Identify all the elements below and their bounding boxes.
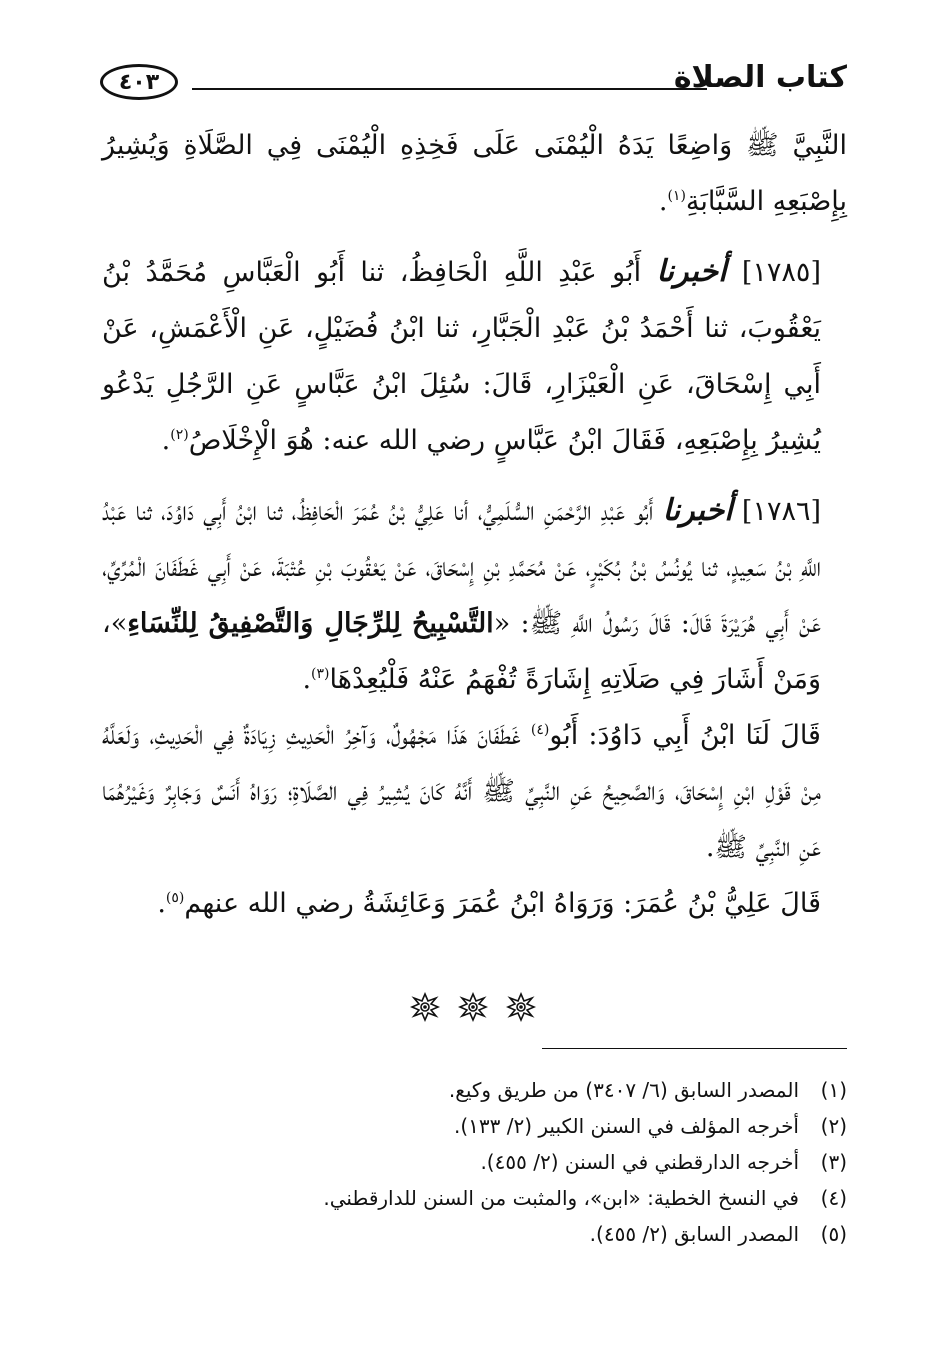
main-text [102, 118, 847, 932]
footnote-item [102, 1144, 847, 1180]
footnotes [102, 1072, 847, 1252]
flower-ornament-icon [458, 992, 488, 1022]
closing-paragraph [102, 876, 847, 932]
section-ornaments [0, 992, 945, 1022]
footnote-ref: (٢) [170, 427, 189, 443]
paragraph-text: النَّبِيَّ ﷺ وَاضِعًا يَدَهُ الْيُمْنَى عَلَى فَخِذِهِ الْيُمْنَى فِي الصَّلَاةِ وَيُشِيرُ بِإِصْبَعِهِ السَّبَّابَةِ [102, 130, 847, 217]
hadith-1786 [102, 483, 847, 708]
page-number: ٤٠٣ [100, 64, 178, 100]
running-title: كتاب الصلاة [673, 60, 847, 95]
akhbarana-label: أخبرنا [662, 493, 733, 528]
footnote-number: (٥) [820, 1222, 847, 1246]
footnote-text: أخرجه الدارقطني في السنن (٢/ ٤٥٥). [480, 1150, 799, 1174]
flower-ornament-icon [506, 992, 536, 1022]
hadith-number: [١٧٨٥] [741, 257, 821, 288]
flower-ornament-icon [410, 992, 440, 1022]
footnote-number: (٢) [820, 1114, 847, 1138]
header-rule [192, 88, 707, 90]
footnote-text: المصدر السابق (٦/ ٣٤٠٧) من طريق وكيع. [448, 1078, 799, 1102]
closing-text: قَالَ عَلِيُّ بْنُ عُمَرَ: وَرَوَاهُ ابْنُ عُمَرَ وَعَائِشَةُ رضي الله عنهم [184, 888, 821, 919]
footnote-item [102, 1216, 847, 1252]
footnote-number: (١) [820, 1078, 847, 1102]
footnote-ref: (٤) [530, 722, 550, 738]
footnote-number: (٣) [820, 1150, 847, 1174]
footnote-text: المصدر السابق (٢/ ٤٥٥). [589, 1222, 799, 1246]
footnote-ref: (٣) [311, 666, 330, 682]
commentary-text-after: غَطَفَانَ هَذَا مَجْهُولٌ، وَآخِرُ الْحَدِيثِ زِيَادَةٌ فِي الْحَدِيثِ، وَلَعَلَّهُ مِنْ قَوْلِ ابْنِ إِسْحَاقَ، وَالصَّحِيحُ عَنِ النَّبِيِّ ﷺ أَنَّهُ كَانَ يُشِيرُ فِي الصَّلَاةِ؛ رَوَاهُ أَنَسٌ وَجَابِرٌ وَغَيْرُهُمَا عَنِ النَّبِيِّ ﷺ. [102, 720, 821, 863]
commentary-text: قَالَ لَنَا ابْنُ أَبِي دَاوُدَ: أَبُو [549, 720, 821, 751]
paragraph-end: . [302, 664, 312, 695]
hadith-matn: التَّسْبِيحُ لِلرِّجَالِ وَالتَّصْفِيقُ لِلنِّسَاءِ [127, 608, 494, 639]
hadith-number: [١٧٨٦] [741, 496, 821, 527]
akhbarana-label: أخبرنا [656, 254, 727, 289]
commentary-paragraph [102, 708, 847, 876]
footnote-item [102, 1108, 847, 1144]
paragraph-end: . [161, 425, 171, 456]
paragraph-continuation [102, 118, 847, 230]
footnote-text: أخرجه المؤلف في السنن الكبير (٢/ ١٣٣). [453, 1114, 799, 1138]
footnote-item [102, 1180, 847, 1216]
hadith-text: أَبُو عَبْدِ الرَّحْمَنِ السُّلَمِيُّ، أنا عَلِيُّ بْنُ عُمَرَ الْحَافِظُ، ثنا ابْنُ أَبِي دَاوُدَ، ثنا عَبْدُ اللَّهِ بْنُ سَعِيدٍ، ثنا يُونُسُ بْنُ بُكَيْرٍ، عَنْ مُحَمَّدِ بْنِ إِسْحَاقَ، عَنْ يَعْقُوبَ بْنِ عُتْبَةَ، عَنْ أَبِي غَطَفَانَ الْمُرِّيِّ، عَنْ أَبِي هُرَيْرَةَ قَالَ: قَالَ رَسُولُ اللَّهِ ﷺ: « [102, 496, 821, 639]
footnote-ref: (١) [667, 188, 686, 204]
footnote-number: (٤) [820, 1186, 847, 1210]
footnote-item [102, 1072, 847, 1108]
paragraph-end: . [157, 888, 166, 919]
footnote-ref: (٥) [165, 890, 185, 906]
hadith-text-after: »، وَمَنْ أَشَارَ فِي صَلَاتِهِ إِشَارَةً تُفْهَمُ عَنْهُ فَلْيُعِدْهَا [102, 608, 821, 695]
footnote-text: في النسخ الخطية: «ابن»، والمثبت من السنن للدارقطني. [323, 1186, 799, 1210]
hadith-text: أَبُو عَبْدِ اللَّهِ الْحَافِظُ، ثنا أَبُو الْعَبَّاسِ مُحَمَّدُ بْنُ يَعْقُوبَ، ثنا أَحْمَدُ بْنُ عَبْدِ الْجَبَّارِ، ثنا ابْنُ فُضَيْلٍ، عَنِ الْأَعْمَشِ، عَنْ أَبِي إِسْحَاقَ، عَنِ الْعَيْزَارِ، قَالَ: سُئِلَ ابْنُ عَبَّاسٍ عَنِ الرَّجُلِ يَدْعُو يُشِيرُ بِإِصْبَعِهِ، فَقَالَ ابْنُ عَبَّاسٍ رضي الله عنه: هُوَ الْإِخْلَاصُ [102, 257, 821, 456]
footnote-separator [542, 1048, 847, 1049]
page-header [100, 58, 847, 110]
hadith-1785 [102, 244, 847, 469]
paragraph-end: . [658, 186, 668, 217]
